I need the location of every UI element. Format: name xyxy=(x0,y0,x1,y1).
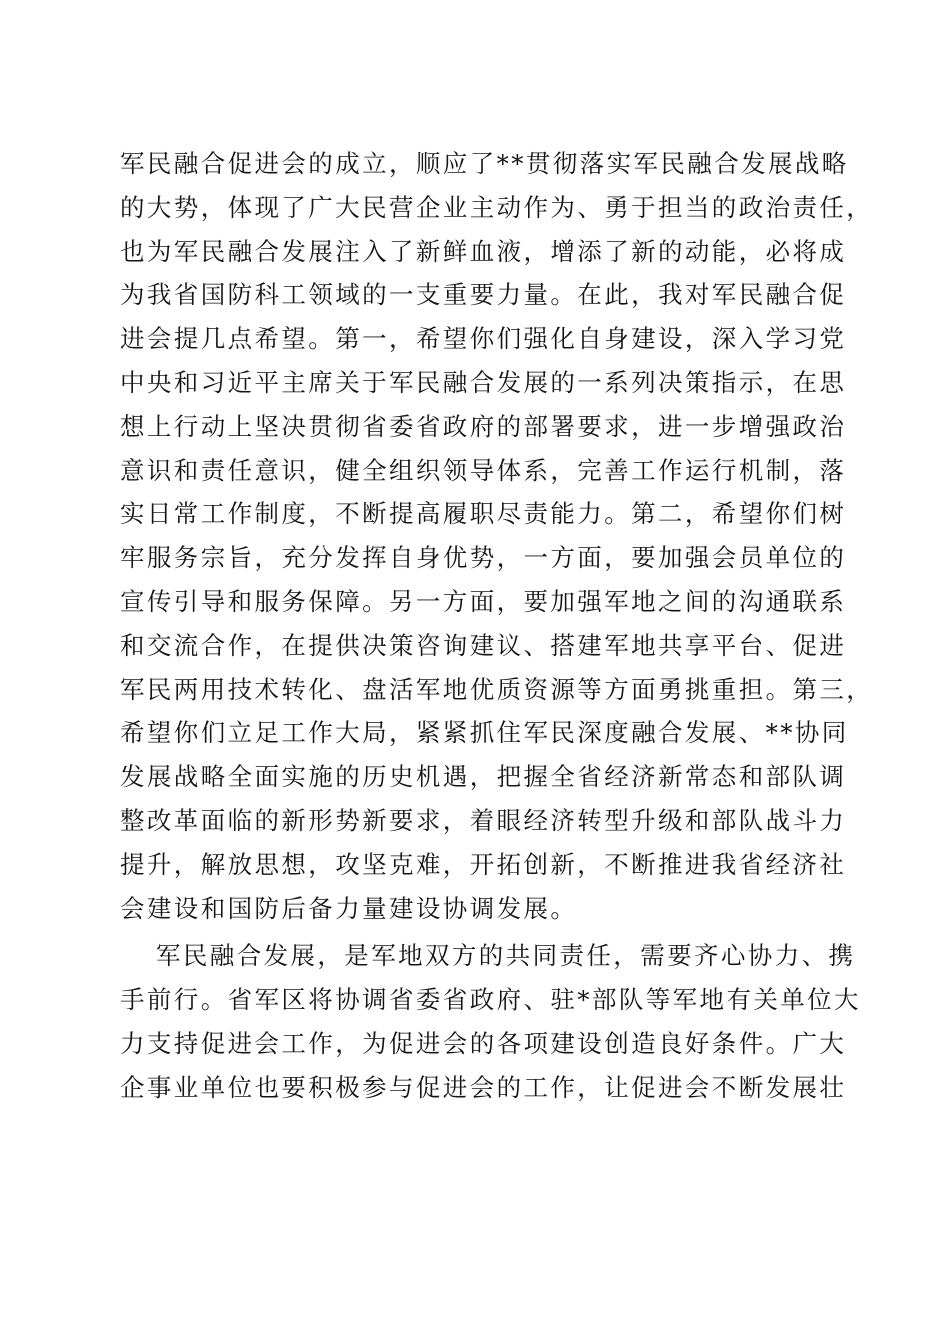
text-line: 和交流合作，在提供决策咨询建议、搭建军地共享平台、促进 xyxy=(120,630,847,660)
text-line: 军民融合发展，是军地双方的共同责任，需要齐心协力、携 xyxy=(156,941,856,971)
text-line: 会建设和国防后备力量建设协调发展。 xyxy=(120,893,578,923)
text-line: 中央和习近平主席关于军民融合发展的一系列决策指示，在思 xyxy=(120,367,847,397)
text-line: 希望你们立足工作大局，紧紧抓住军民深度融合发展、**协同 xyxy=(120,718,849,748)
paragraph-1 xyxy=(120,142,874,930)
text-line: 的大势，体现了广大民营企业主动作为、勇于担当的政治责任， xyxy=(120,192,874,222)
text-line: 想上行动上坚决贯彻省委省政府的部署要求，进一步增强政治 xyxy=(120,411,847,441)
document-body xyxy=(120,142,874,1110)
text-line: 发展战略全面实施的历史机遇，把握全省经济新常态和部队调 xyxy=(120,762,847,792)
text-line: 企事业单位也要积极参与促进会的工作，让促进会不断发展壮 xyxy=(120,1072,847,1102)
text-line: 整改革面临的新形势新要求，着眼经济转型升级和部队战斗力 xyxy=(120,805,847,835)
text-line: 力支持促进会工作，为促进会的各项建设创造良好条件。广大 xyxy=(120,1028,847,1058)
text-line: 也为军民融合发展注入了新鲜血液，增添了新的动能，必将成 xyxy=(120,236,847,266)
text-line: 提升，解放思想，攻坚克难，开拓创新，不断推进我省经济社 xyxy=(120,849,847,879)
text-line: 牢服务宗旨，充分发挥自身优势，一方面，要加强会员单位的 xyxy=(120,543,847,573)
text-line: 宣传引导和服务保障。另一方面，要加强军地之间的沟通联系 xyxy=(120,586,847,616)
text-line: 进会提几点希望。第一，希望你们强化自身建设，深入学习党 xyxy=(120,324,847,354)
text-line: 军民两用技术转化、盘活军地优质资源等方面勇挑重担。第三， xyxy=(120,674,874,704)
text-line: 实日常工作制度，不断提高履职尽责能力。第二，希望你们树 xyxy=(120,499,847,529)
text-line: 手前行。省军区将协调省委省政府、驻*部队等军地有关单位大 xyxy=(120,985,861,1015)
paragraph-2 xyxy=(120,934,861,1109)
text-line: 为我省国防科工领域的一支重要力量。在此，我对军民融合促 xyxy=(120,280,847,310)
text-line: 意识和责任意识，健全组织领导体系，完善工作运行机制，落 xyxy=(120,455,847,485)
text-line: 军民融合促进会的成立，顺应了**贯彻落实军民融合发展战略 xyxy=(120,149,849,178)
